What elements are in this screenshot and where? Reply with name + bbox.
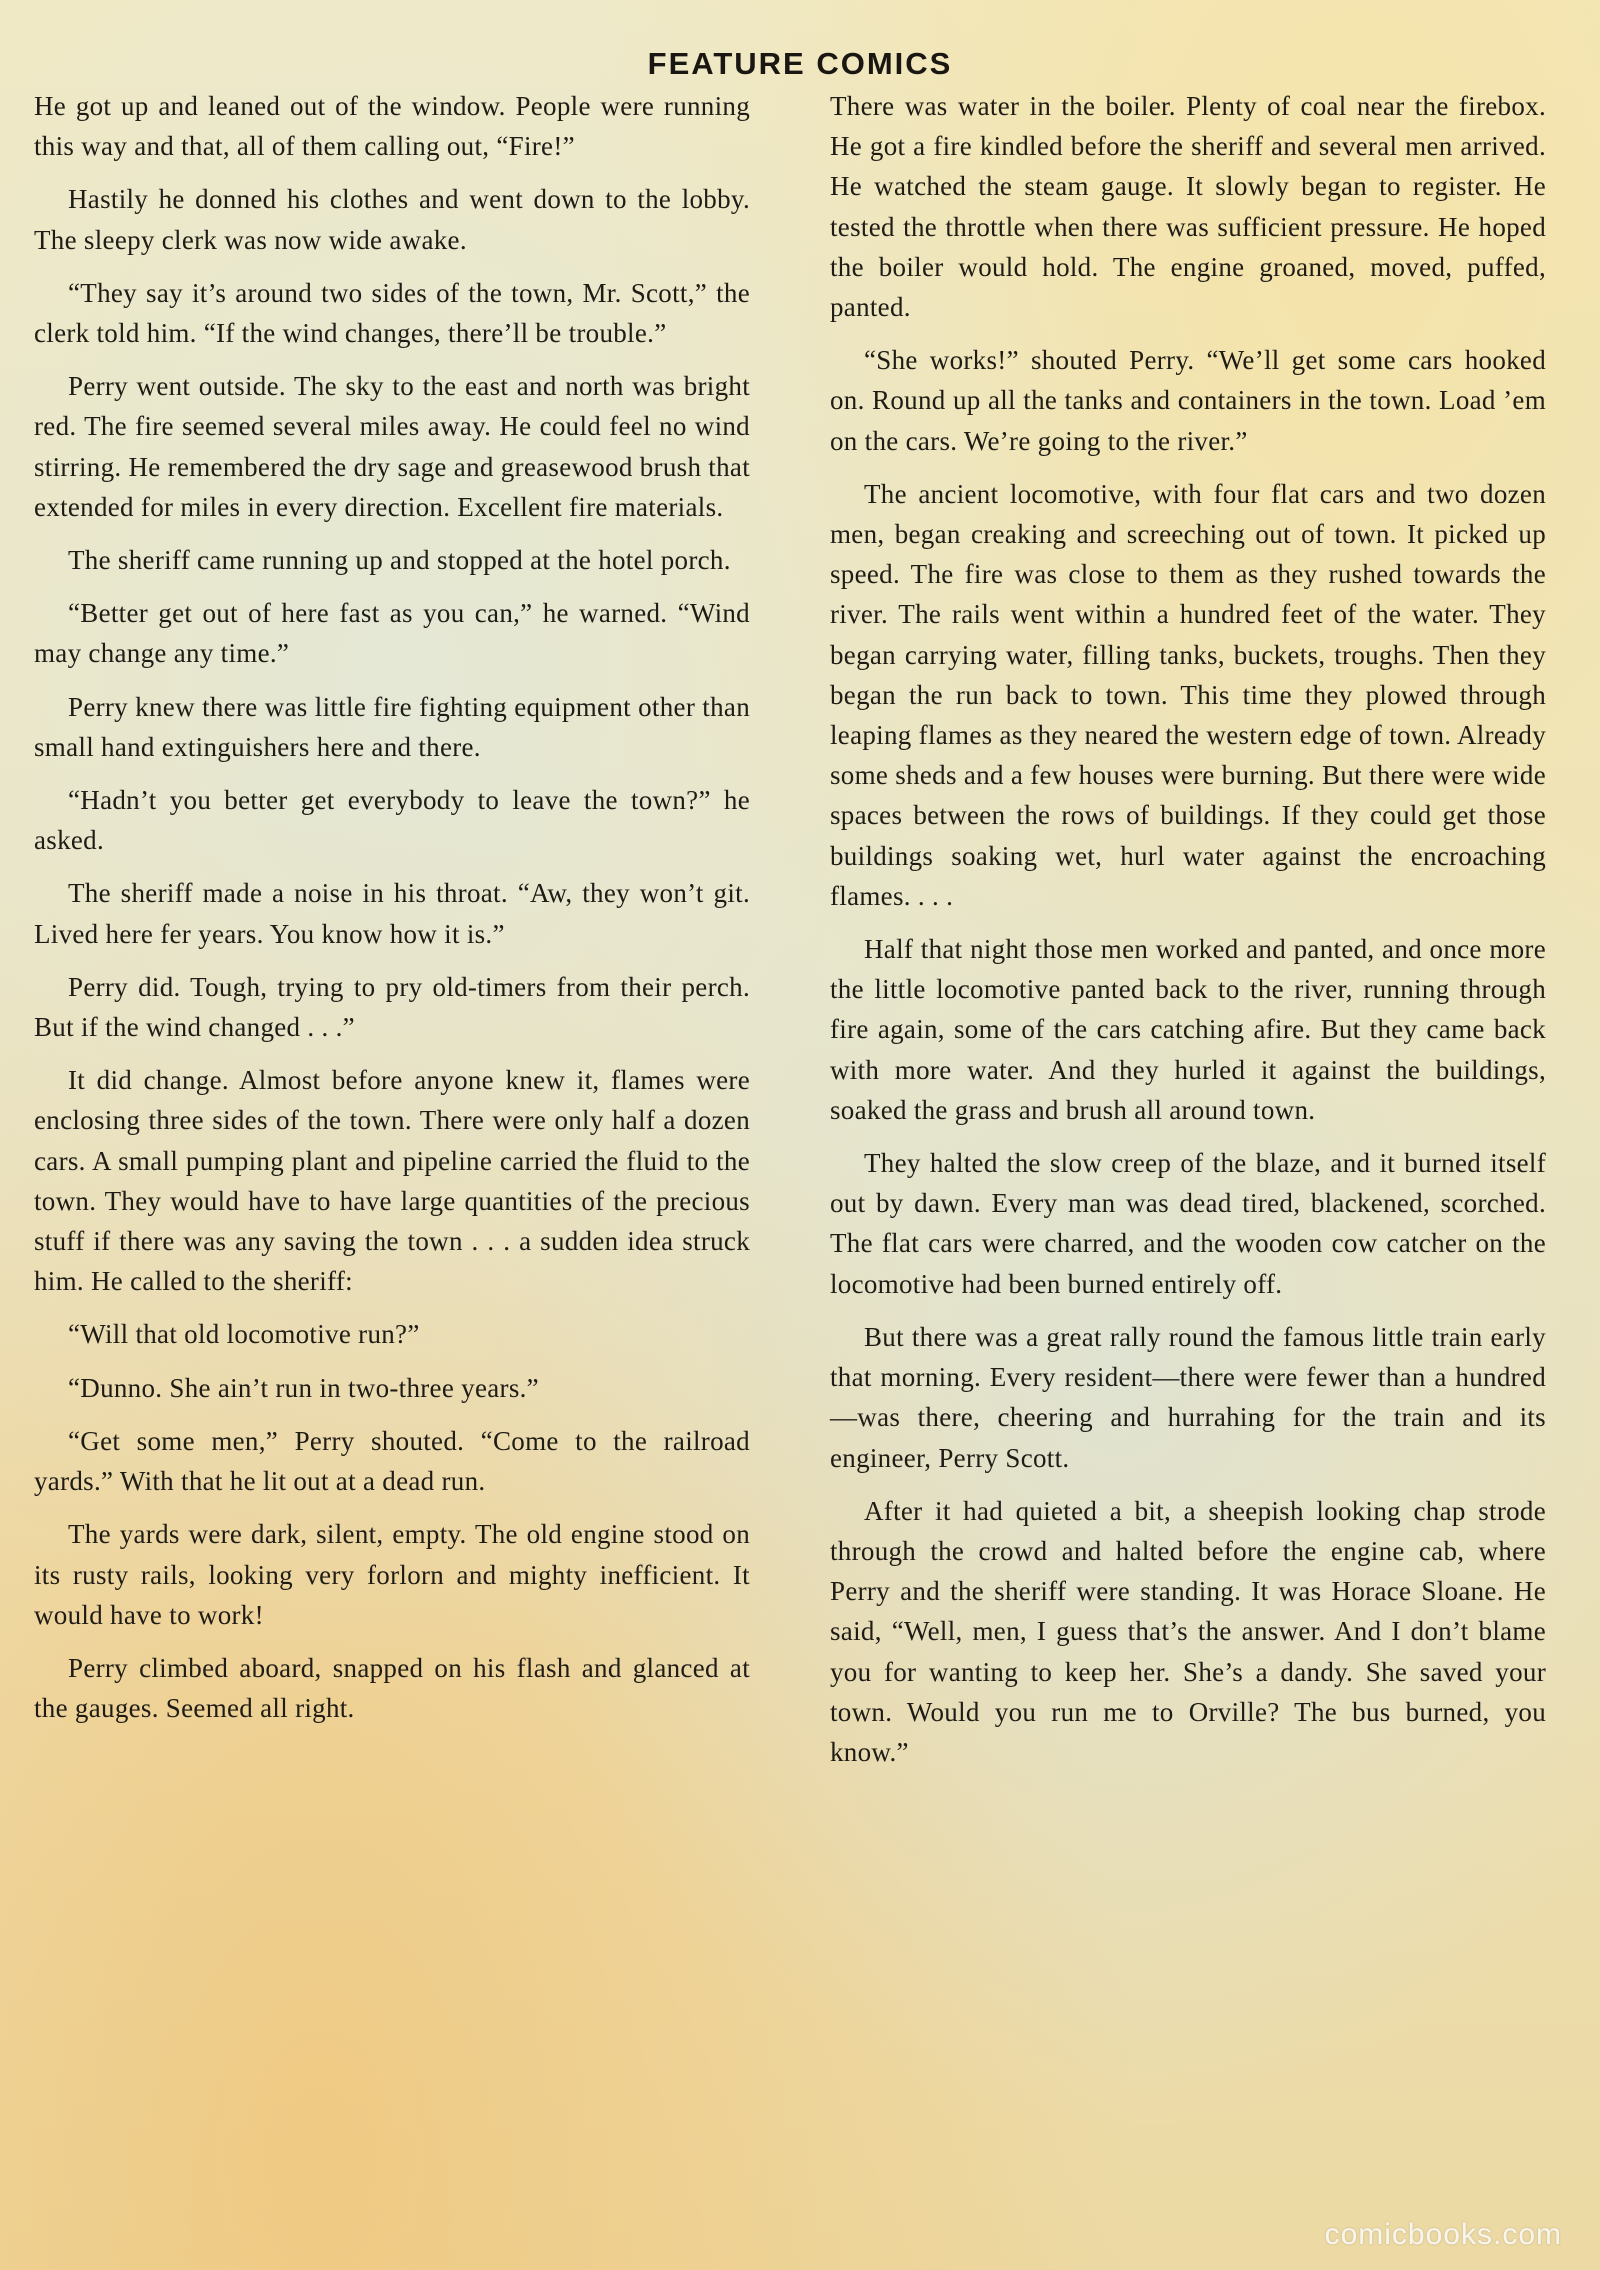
paragraph: Perry knew there was little fire fighting equipment other than small hand extinguishers here and there.	[34, 691, 750, 762]
paragraph: Hastily he donned his clothes and went down to the lobby. The sleepy clerk was now wide awake.	[34, 184, 750, 255]
watermark: comicbooks.com	[1324, 2218, 1562, 2251]
left-column	[34, 86, 750, 1741]
paragraph: “Hadn’t you better get everybody to leave the town?” he asked.	[34, 785, 750, 856]
paragraph: “They say it’s around two sides of the town, Mr. Scott,” the clerk told him. “If the wind changes, there’ll be trouble.”	[34, 277, 750, 349]
paragraph: Half that night those men worked and panted, and once more the little locomotive panted back to the river, running through fire again, some of the cars catching afire. But they came back with more water. And they hurled it against the buildings, soaked the grass and brush all around town.	[830, 934, 1546, 1125]
paragraph: “Will that old locomotive run?”	[68, 1319, 420, 1350]
paragraph: The yards were dark, silent, empty. The old engine stood on its rusty rails, looking very forlorn and mighty inefficient. It would have to work!	[34, 1519, 750, 1630]
paragraph: Perry did. Tough, trying to pry old-timers from their perch. But if the wind changed . . .”	[34, 971, 750, 1043]
paragraph: He got up and leaned out of the window. People were running this way and that, all of them calling out, “Fire!”	[34, 91, 750, 162]
paragraph: The sheriff came running up and stopped at the hotel porch.	[68, 545, 731, 576]
paragraph: “Dunno. She ain’t run in two-three years.”	[68, 1372, 539, 1403]
paragraph: After it had quieted a bit, a sheepish looking chap strode through the crowd and halted before the engine cab, where Perry and the sheriff were standing. It was Horace Sloane. He said, “Well, men, I guess that’s the answer. And I don’t blame you for wanting to keep her. She’s a dandy. She saved your town. Would you run me to Orville? The bus burned, you know.”	[830, 1495, 1546, 1767]
paragraph: Perry went outside. The sky to the east and north was bright red. The fire seemed several miles away. He could feel no wind stirring. He remembered the dry sage and greasewood brush that extended for miles in every direction. Excellent fire materials.	[34, 371, 750, 522]
right-column	[830, 86, 1546, 1785]
paragraph: The sheriff made a noise in his throat. “Aw, they won’t git. Lived here fer years. You know how it is.”	[34, 878, 750, 949]
paragraph: “Get some men,” Perry shouted. “Come to the railroad yards.” With that he lit out at a dead run.	[34, 1425, 750, 1497]
paragraph: The ancient locomotive, with four flat cars and two dozen men, began creaking and screeching out of town. It picked up speed. The fire was close to them as they rushed towards the river. The rails went within a hundred feet of the water. They began carrying water, filling tanks, buckets, troughs. Then they began the run back to town. This time they plowed through leaping flames as they neared the western edge of town. Already some sheds and a few houses were burning. But there were wide spaces between the rows of buildings. If they could get those buildings soaking wet, hurl water against the encroaching flames. . . .	[830, 478, 1546, 911]
paragraph: “She works!” shouted Perry. “We’ll get some cars hooked on. Round up all the tanks and containers in the town. Load ’em on the cars. We’re going to the river.”	[830, 345, 1546, 456]
paragraph: But there was a great rally round the famous little train early that morning. Every resident—there were fewer than a hundred—was there, cheering and hurrahing for the train and its engineer, Perry Scott.	[830, 1321, 1546, 1473]
paragraph: Perry climbed aboard, snapped on his flash and glanced at the gauges. Seemed all right.	[34, 1652, 750, 1724]
paragraph: There was water in the boiler. Plenty of coal near the firebox. He got a fire kindled before the sheriff and several men arrived. He watched the steam gauge. It slowly began to register. He tested the throttle when there was sufficient pressure. He hoped the boiler would hold. The engine groaned, moved, puffed, panted.	[830, 91, 1546, 323]
paragraph: They halted the slow creep of the blaze, and it burned itself out by dawn. Every man was dead tired, blackened, scorched. The flat cars were charred, and the wooden cow catcher on the locomotive had been burned entirely off.	[830, 1148, 1546, 1299]
paragraph: It did change. Almost before anyone knew it, flames were enclosing three sides of the town. There were only half a dozen cars. A small pumping plant and pipeline carried the fluid to the town. They would have to have large quantities of the precious stuff if there was any saving the town . . . a sudden idea struck him. He called to the sheriff:	[34, 1065, 750, 1297]
paragraph: “Better get out of here fast as you can,” he warned. “Wind may change any time.”	[34, 598, 750, 669]
page-header: FEATURE COMICS	[647, 46, 953, 81]
